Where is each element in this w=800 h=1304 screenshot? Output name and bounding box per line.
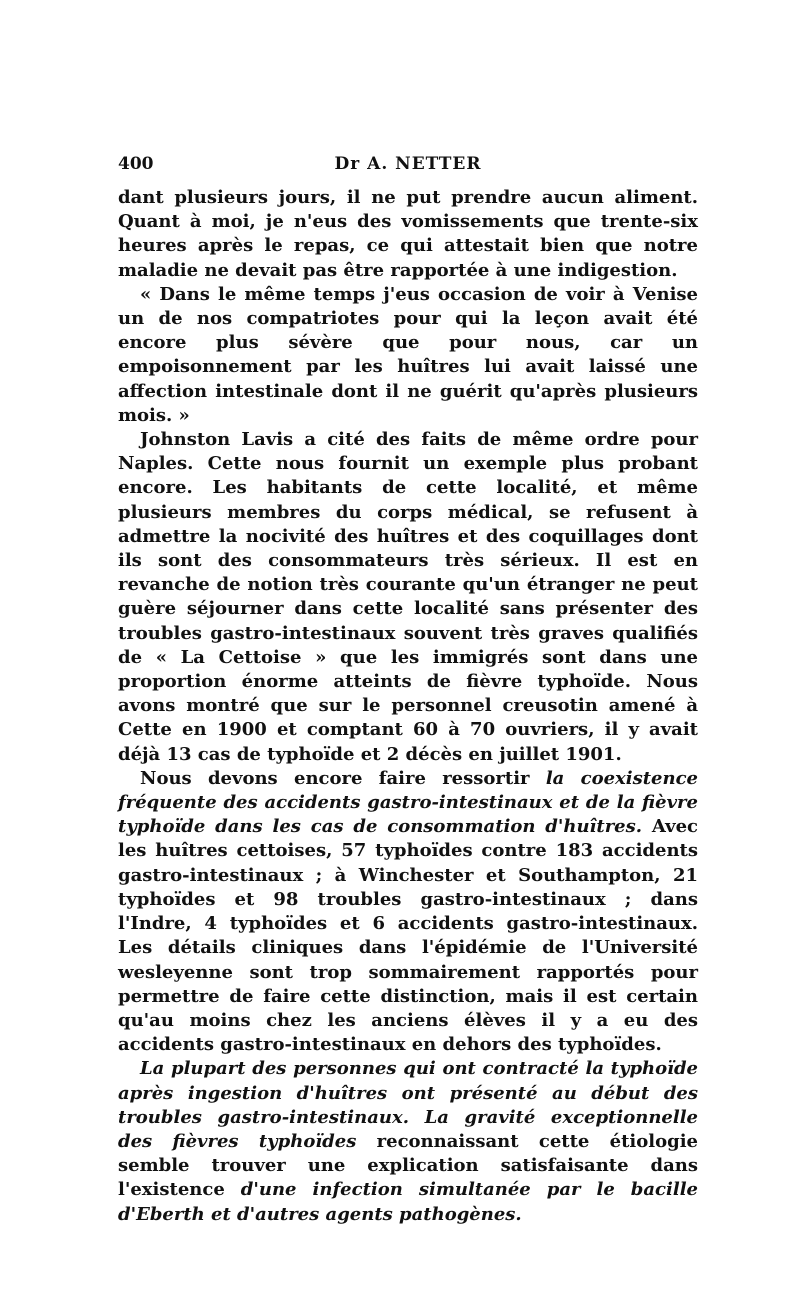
paragraph-1: dant plusieurs jours, il ne put prendre aucun aliment. Quant à moi, je n'eus des vomissements que trente-six heures après le repas, ce qui attestait bien que notre maladie ne devait pas être rapportée à une indigestion. [118,187,698,281]
paragraph-5-italic-2: d'une infection simultanée par le bacille d'Eberth et d'autres agents pathogènes. [118,1179,698,1225]
paragraph-4-italic: la coexistence fréquente des accidents gastro-intestinaux et de la fièvre typhoïde dans les cas de consommation d'huîtres. [118,767,699,838]
paragraph-2: « Dans le même temps j'eus occasion de voir à Venise un de nos compatriotes pour qui la leçon avait été encore plus sévère que pour nous, car un empoisonnement par les huîtres lui avait laissé une affection intestinale dont il ne guérit qu'après plusieurs mois. » [118,283,698,426]
paragraph-4-start: Nous devons encore faire ressortir [140,767,546,789]
paragraph-5 [118,1057,698,1226]
paragraph-3: Johnston Lavis a cité des faits de même ordre pour Naples. Cette nous fournit un exemple plus probant encore. Les habitants de cette localité, et même plusieurs membres du corps médical, se refusent à admettre la nocivité des huîtres et des coquillages dont ils sont des consommateurs très sérieux. Il est en revanche de notion très courante qu'un étranger ne peut guère séjourner dans cette localité sans présenter des troubles gastro-intestinaux souvent très graves qualifiés de « La Cettoise » que les immigrés sont dans une proportion énorme atteints de fièvre typhoïde. Nous avons montré que sur le personnel creusotin amené à Cette en 1900 et comptant 60 à 70 ouvriers, il y avait déjà 13 cas de typhoïde et 2 décès en juillet 1901. [118,429,698,765]
paragraph-5-roman: reconnaissant cette étiologie semble trouver une explication satisfaisante dans l'existence [118,1130,698,1201]
page-number: 400 [118,154,154,174]
running-head: Dr A. NETTER [334,154,482,174]
paragraph-4 [118,767,698,1057]
page-header [118,154,698,178]
paragraph-4-end: Avec les huîtres cettoises, 57 typhoïdes contre 183 accidents gastro-intestinaux ; à Winchester et Southampton, 21 typhoïdes et 98 troubles gastro-intestinaux ; dans l'Indre, 4 typhoïdes et 6 accidents gastro-intestinaux. Les détails cliniques dans l'épidémie de l'Université wesleyenne sont trop sommairement rapportés pour permettre de faire cette distinction, mais il est certain qu'au moins chez les anciens élèves il y a eu des accidents gastro-intestinaux en dehors des typhoïdes. [118,816,698,1056]
paragraph-5-italic-1: La plupart des personnes qui ont contracté la typhoïde après ingestion d'huîtres ont présenté au début des troubles gastro-intestinaux. La gravité exceptionnelle des fièvres typhoïdes [118,1058,698,1152]
body-text [118,186,698,1227]
